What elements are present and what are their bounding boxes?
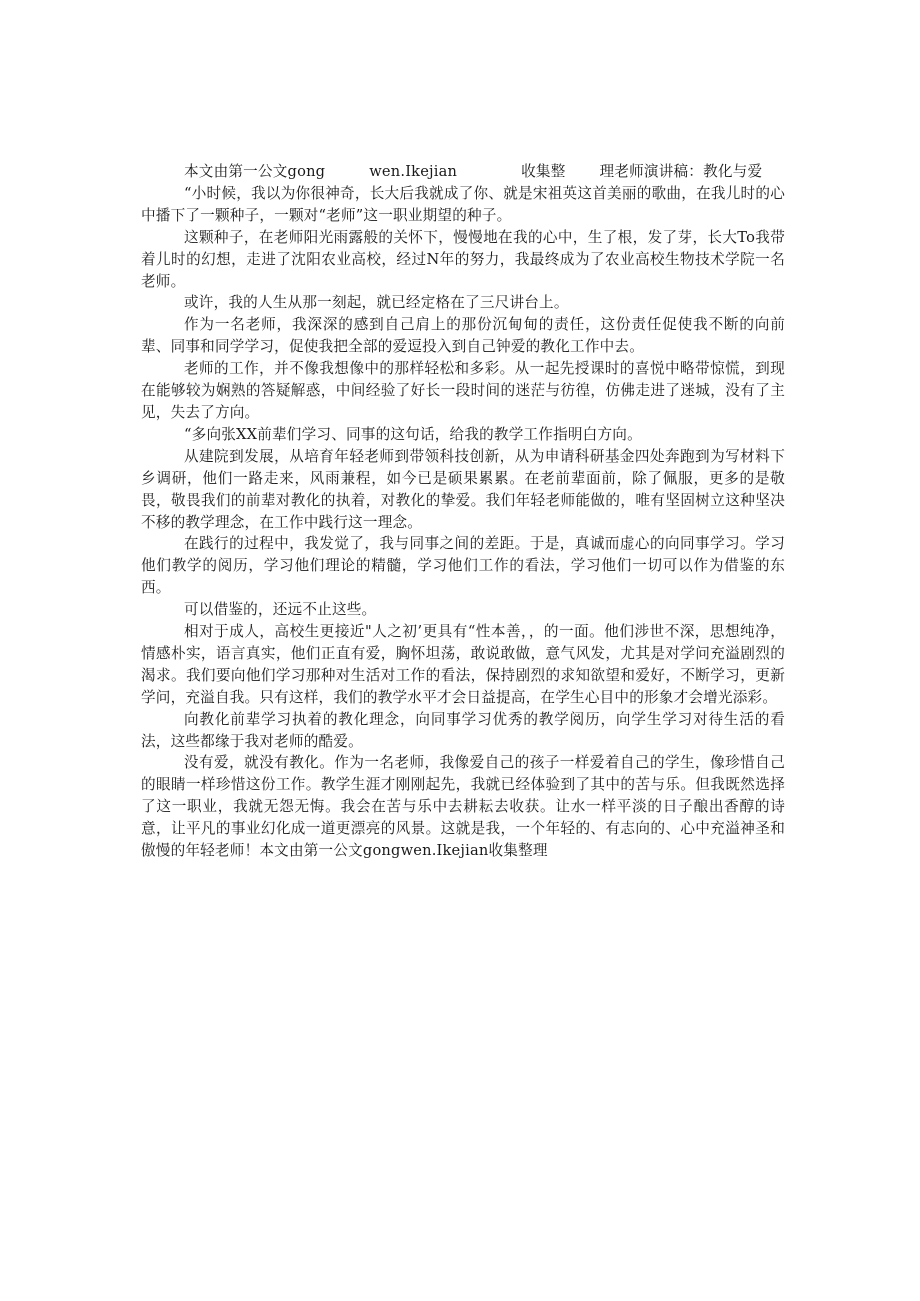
paragraph-7: 从建院到发展，从培育年轻老师到带领科技创新，从为申请科研基金四处奔跑到为写材料下乡调研，他们一路走来，风雨兼程，如今已是硕果累累。在老前辈面前，除了佩服，更多的是敬畏，敬畏我们的前辈对教化的执着，对教化的挚爱。我们年轻老师能做的，唯有坚固树立这种坚决不移的教学理念，在工作中践行这一理念。 bbox=[141, 447, 785, 531]
paragraph-8: 在践行的过程中，我发觉了，我与同事之间的差距。于是，真诚而虚心的向同事学习。学习他们教学的阅历，学习他们理论的精髓，学习他们工作的看法，学习他们一切可以作为借鉴的东西。 bbox=[141, 535, 785, 597]
paragraph-3: 或许，我的人生从那一刻起，就已经定格在了三尺讲台上。 bbox=[184, 294, 569, 312]
paragraph-11: 向教化前辈学习执着的教化理念，向同事学习优秀的教学阅历，向学生学习对待生活的看法，这些都缘于我对老师的酷爱。 bbox=[141, 710, 785, 750]
paragraph-10: 相对于成人，高校生更接近"人之初’更具有“性本善，，的一面。他们涉世不深，思想纯净，情感朴实，语言真实，他们正直有爱，胸怀坦荡，敢说敢做，意气风发，尤其是对学问充溢剧烈的渴求。我们要向他们学习那种对生活对工作的看法，保持剧烈的求知欲望和爱好，不断学习，更新学问，充溢自我。只有这样，我们的教学水平才会日益提高，在学生心目中的形象才会增光添彩。 bbox=[141, 623, 785, 706]
paragraph-4: 作为一名老师，我深深的感到自己肩上的那份沉甸甸的责任，这份责任促使我不断的向前辈、同事和同学学习，促使我把全部的爱逗投入到自己钟爱的教化工作中去。 bbox=[141, 316, 785, 356]
paragraph-1: “小时候，我以为你很神奇，长大后我就成了你、就是宋祖英这首美丽的歌曲，在我儿时的心中播下了一颗种子，一颗对“老师”这一职业期望的种子。 bbox=[141, 184, 785, 224]
header-source-domain: wen.Ikejian bbox=[369, 163, 458, 180]
header-source-text: 本文由第一公文gong bbox=[184, 163, 326, 180]
paragraph-5: 老师的工作，并不像我想像中的那样轻松和多彩。从一起先授课时的喜悦中略带惊慌，到现在能够较为娴熟的答疑解惑，中间经验了好长一段时间的迷茫与彷徨，仿佛走进了迷城，没有了主见，失去了方向。 bbox=[141, 360, 785, 421]
header-collect-text: 收集整 bbox=[521, 163, 566, 180]
paragraph-6: “多向张XX前辈们学习、同事的这句话，给我的教学工作指明白方向。 bbox=[184, 425, 642, 443]
paragraph-9: 可以借鉴的，还远不止这些。 bbox=[184, 601, 377, 619]
document-title: 理老师演讲稿：教化与爱 bbox=[599, 163, 763, 180]
document-body bbox=[141, 161, 785, 862]
paragraph-2: 这颗种子，在老师阳光雨露般的关怀下，慢慢地在我的心中，生了根，发了芽，长大To我带着儿时的幻想，走进了沈阳农业高校，经过N年的努力，我最终成为了农业高校生物技术学院一名老师。 bbox=[141, 228, 785, 290]
paragraph-12: 没有爱，就没有教化。作为一名老师，我像爱自己的孩子一样爱着自己的学生，像珍惜自己的眼睛一样珍惜这份工作。教学生涯才刚刚起先，我就已经体验到了其中的苦与乐。但我既然选择了这一职业，我就无怨无悔。我会在苦与乐中去耕耘去收获。让水一样平淡的日子酿出香醇的诗意，让平凡的事业幻化成一道更漂亮的风景。这就是我，一个年轻的、有志向的、心中充溢神圣和傲慢的年轻老师！本文由第一公文gongwen.Ikejian收集整理 bbox=[141, 754, 785, 860]
document-header-line bbox=[141, 161, 785, 183]
